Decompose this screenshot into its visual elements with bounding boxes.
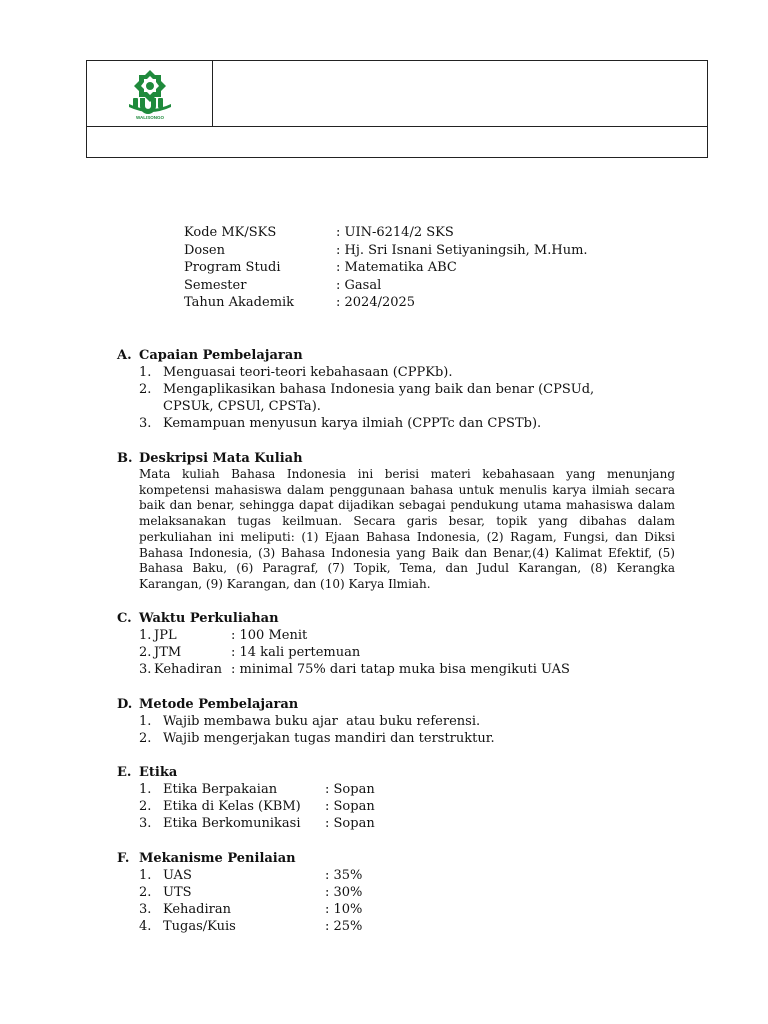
item-label: UAS — [163, 868, 192, 883]
list-number: 3. — [139, 416, 152, 431]
logo-cell — [87, 61, 213, 127]
meta-row — [184, 259, 604, 277]
list-item — [117, 364, 677, 381]
item-label: Etika Berkomunikasi — [163, 816, 301, 831]
list-item — [117, 713, 677, 730]
list-item — [117, 781, 677, 798]
meta-value: : Matematika ABC — [336, 260, 457, 275]
list-text: Wajib mengerjakan tugas mandiri dan terstruktur. — [163, 731, 495, 746]
list-item — [117, 644, 677, 661]
meta-value: : 2024/2025 — [336, 295, 416, 310]
section-title: Mekanisme Penilaian — [139, 851, 296, 866]
list-number: 2. — [139, 799, 152, 814]
list-text: Menguasai teori-teori kebahasaan (CPPKb). — [163, 365, 453, 380]
item-value: : 14 kali pertemuan — [231, 645, 361, 660]
list-number: 3. — [139, 816, 152, 831]
university-logo — [127, 68, 173, 120]
list-item — [117, 381, 677, 415]
item-label: Etika Berpakaian — [163, 782, 278, 797]
list-item — [117, 661, 677, 678]
meta-label: Program Studi — [184, 260, 281, 275]
section-heading — [117, 610, 677, 627]
meta-value: : Hj. Sri Isnani Setiyaningsih, M.Hum. — [336, 242, 588, 258]
section-letter: D. — [117, 697, 133, 712]
item-value: : 25% — [325, 919, 363, 934]
meta-row — [184, 242, 604, 260]
list-item — [117, 884, 677, 901]
list-number: 2. — [139, 731, 152, 746]
item-value: : 30% — [325, 885, 363, 900]
item-label: Etika di Kelas (KBM) — [163, 799, 301, 814]
section-letter: B. — [117, 451, 133, 466]
item-label: Kehadiran — [163, 902, 231, 917]
list-number: 1. — [139, 714, 152, 729]
list-item — [117, 730, 677, 747]
list-item — [117, 867, 677, 884]
list-text: Mengaplikasikan bahasa Indonesia yang baik dan benar (CPSUd, CPSUk, CPSUl, CPSTa). — [163, 382, 595, 414]
list-number: 1. — [139, 782, 152, 797]
meta-label: Dosen — [184, 242, 225, 258]
section-heading — [117, 764, 677, 781]
section-deskripsi-mata-kuliah — [117, 450, 677, 593]
meta-row — [184, 224, 604, 242]
description-paragraph: Mata kuliah Bahasa Indonesia ini berisi materi kebahasaan yang menunjang kompetensi mahasiswa dalam penggunaan bahasa untuk menulis karya ilmiah secara baik dan benar, sehingga dapat dijadikan sebagai pendukung utama mahasiswa dalam melaksanakan tugas keilmuan. Secara garis besar, topik yang dibahas dalam perkuliahan ini meliputi: (1) Ejaan Bahasa Indonesia, (2) Ragam, Fungsi, dan Diksi Bahasa Indonesia, (3) Bahasa Indonesia yang Baik dan Benar,(4) Kalimat Efektif, (5) Bahasa Baku, (6) Paragraf, (7) Topik, Tema, dan Judul Karangan, (8) Kerangka Karangan, (9) Karangan, dan (10) Karya Ilmiah. — [139, 467, 675, 591]
item-label: JTM — [154, 645, 182, 660]
section-capaian-pembelajaran — [117, 347, 677, 432]
section-title: Capaian Pembelajaran — [139, 348, 303, 363]
list-item — [117, 815, 677, 832]
list-item — [117, 798, 677, 815]
section-title: Etika — [139, 765, 178, 780]
meta-row — [184, 277, 604, 295]
item-label: Kehadiran — [154, 662, 222, 677]
list-item — [117, 415, 677, 432]
item-value: : 100 Menit — [231, 628, 308, 643]
section-letter: E. — [117, 765, 132, 780]
list-number: 4. — [139, 919, 152, 934]
item-label: Tugas/Kuis — [163, 919, 236, 934]
list-text: Wajib membawa buku ajar atau buku referensi. — [163, 714, 481, 729]
meta-value: : Gasal — [336, 277, 382, 293]
item-value: : minimal 75% dari tatap muka bisa mengikuti UAS — [231, 662, 570, 677]
section-heading — [117, 850, 677, 867]
list-number: 2. — [139, 382, 152, 397]
section-title: Metode Pembelajaran — [139, 697, 299, 712]
section-heading — [117, 347, 677, 364]
list-item — [117, 918, 677, 935]
item-value: : 10% — [325, 902, 363, 917]
list-number: 2. — [139, 885, 152, 900]
logo-caption: WALISONGO — [136, 115, 164, 120]
list-item — [117, 901, 677, 918]
header-title-cell — [213, 61, 707, 127]
meta-label: Tahun Akademik — [184, 295, 295, 310]
course-meta — [184, 224, 604, 312]
section-title: Deskripsi Mata Kuliah — [139, 451, 303, 466]
list-item — [117, 627, 677, 644]
list-number: 1. — [139, 868, 152, 883]
meta-label: Kode MK/SKS — [184, 225, 277, 240]
list-number: 3. — [139, 902, 152, 917]
header-table — [86, 60, 708, 158]
list-text: Kemampuan menyusun karya ilmiah (CPPTc dan CPSTb). — [163, 416, 542, 431]
list-number: 3. — [139, 662, 152, 677]
section-etika — [117, 764, 677, 832]
item-value: : 35% — [325, 868, 363, 883]
item-label: UTS — [163, 885, 192, 900]
item-value: : Sopan — [325, 799, 375, 814]
item-value: : Sopan — [325, 816, 375, 831]
section-letter: A. — [117, 348, 132, 363]
section-letter: C. — [117, 611, 132, 626]
section-heading — [117, 696, 677, 713]
header-divider — [87, 126, 707, 127]
section-letter: F. — [117, 851, 130, 866]
item-value: : Sopan — [325, 782, 375, 797]
meta-row — [184, 294, 604, 312]
section-mekanisme-penilaian — [117, 850, 677, 935]
meta-label: Semester — [184, 277, 247, 293]
section-title: Waktu Perkuliahan — [139, 611, 279, 626]
list-number: 2. — [139, 645, 152, 660]
section-heading — [117, 450, 677, 467]
meta-value: : UIN-6214/2 SKS — [336, 225, 454, 240]
list-number: 1. — [139, 628, 152, 643]
item-label: JPL — [154, 628, 177, 643]
list-number: 1. — [139, 365, 152, 380]
section-metode-pembelajaran — [117, 696, 677, 747]
section-waktu-perkuliahan — [117, 610, 677, 678]
